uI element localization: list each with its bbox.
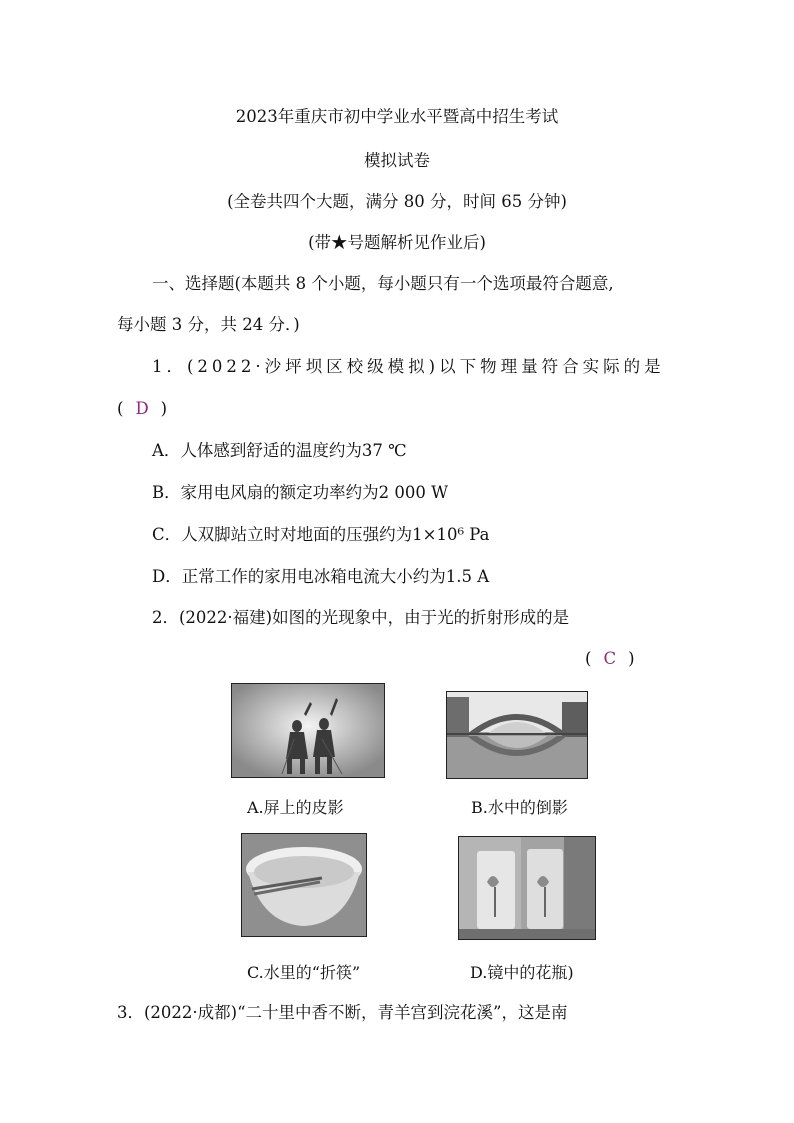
bowl-chopsticks-photo bbox=[241, 833, 367, 937]
question-3-stem: 3．(2022·成都)“二十里中香不断，青羊宫到浣花溪”，这是南 bbox=[117, 1003, 568, 1022]
figure-c-caption: C.水里的“折筷” bbox=[247, 963, 361, 982]
question-1-option-c: C．人双脚站立时对地面的压强约为1×10⁶ Pa bbox=[152, 525, 490, 544]
shadow-puppet-photo bbox=[231, 683, 385, 778]
question-2-answer-bracket bbox=[585, 648, 635, 670]
question-1-stem: 1．(2022·沙坪坝区校级模拟)以下物理量符合实际的是 bbox=[152, 357, 665, 376]
section-heading-line1: 一、选择题(本题共 8 个小题，每小题只有一个选项最符合题意, bbox=[152, 274, 614, 293]
bracket-close: ) bbox=[628, 649, 635, 668]
question-1-option-a: A．人体感到舒适的温度约为37 ℃ bbox=[152, 441, 407, 460]
figure-d-caption: D.镜中的花瓶) bbox=[470, 963, 574, 982]
question-2-answer: C bbox=[603, 649, 617, 668]
mirror-vase-photo bbox=[458, 836, 596, 940]
question-1-answer-bracket bbox=[117, 398, 167, 420]
figure-b-caption: B.水中的倒影 bbox=[471, 798, 568, 817]
question-2-stem: 2．(2022·福建)如图的光现象中，由于光的折射形成的是 bbox=[152, 608, 570, 627]
question-1-option-b: B．家用电风扇的额定功率约为2 000 W bbox=[152, 483, 449, 502]
question-1-answer: D bbox=[135, 399, 149, 418]
section-heading-line2: 每小题 3 分，共 24 分．) bbox=[117, 315, 300, 334]
bracket-close: ) bbox=[160, 399, 168, 418]
question-1-option-d: D．正常工作的家用电冰箱电流大小约为1.5 A bbox=[152, 567, 490, 586]
bridge-reflection-photo bbox=[446, 691, 588, 779]
bracket-open: ( bbox=[585, 649, 592, 668]
exam-subtitle: 模拟试卷 bbox=[364, 151, 430, 170]
bracket-open: ( bbox=[117, 399, 124, 418]
exam-title: 2023年重庆市初中学业水平暨高中招生考试 bbox=[235, 107, 559, 126]
solution-note: (带★号题解析见作业后) bbox=[308, 233, 486, 252]
figure-a-caption: A.屏上的皮影 bbox=[247, 798, 344, 817]
exam-info-note: (全卷共四个大题，满分 80 分，时间 65 分钟) bbox=[227, 192, 567, 211]
